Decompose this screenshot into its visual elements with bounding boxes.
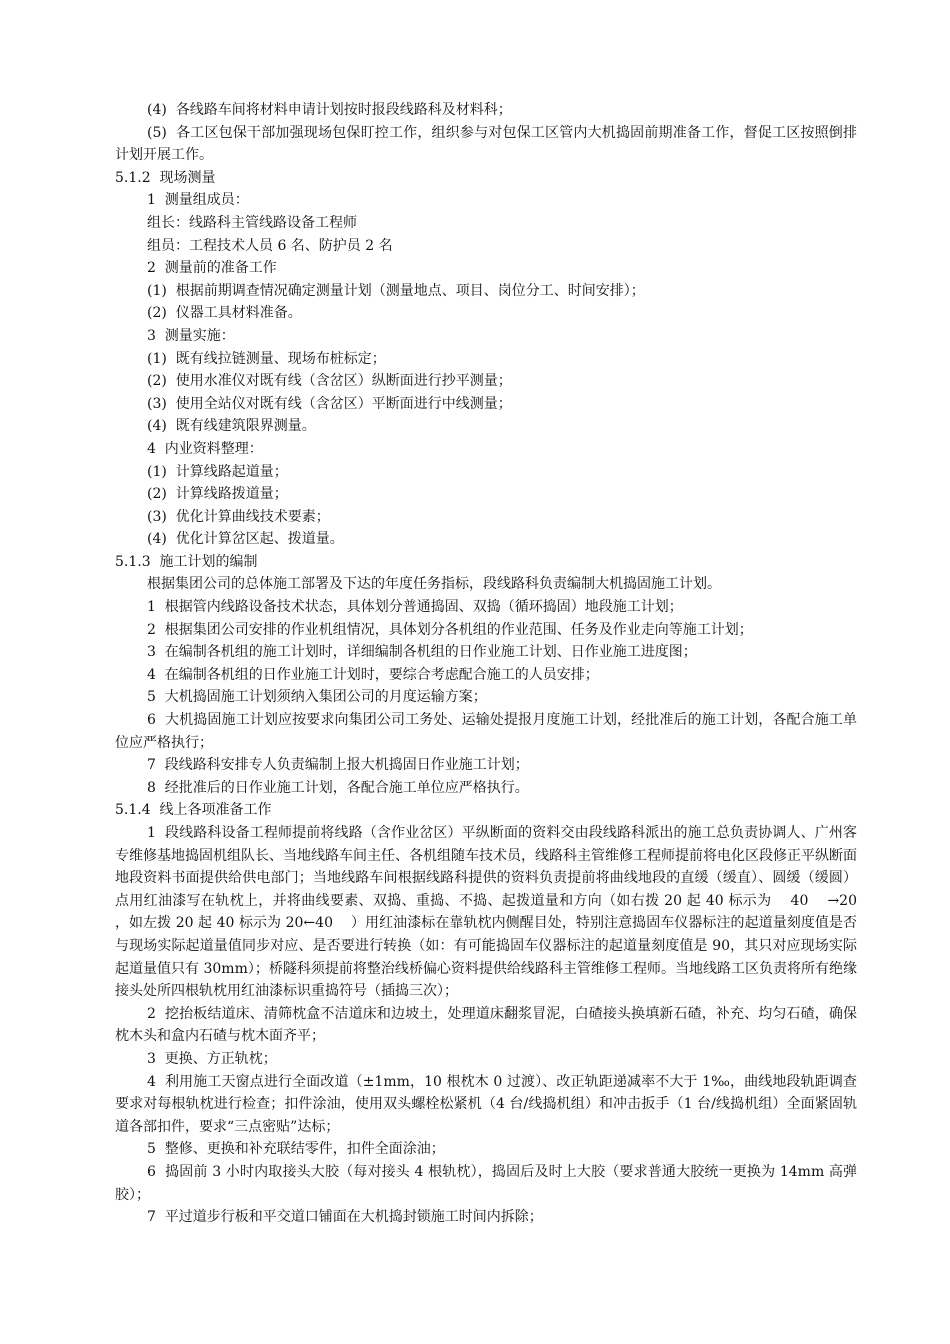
paragraph: 组长：线路科主管线路设备工程师 (147, 214, 357, 231)
paragraph: 5 整修、更换和补充联结零件，扣件全面涂油； (147, 1141, 445, 1158)
paragraph: (4) 优化计算岔区起、拨道量。 (147, 531, 344, 548)
section-heading: 5.1.2 现场测量 (115, 169, 216, 186)
paragraph: 5 大机捣固施工计划须纳入集团公司的月度运输方案； (147, 689, 487, 706)
paragraph: 4 内业资料整理： (147, 440, 263, 457)
paragraph: 3 在编制各机组的施工计划时，详细编制各机组的日作业施工计划、日作业施工进度图； (147, 644, 697, 661)
paragraph: (2) 仪器工具材料准备。 (147, 305, 302, 322)
paragraph: 7 平过道步行板和平交道口铺面在大机捣封锁施工时间内拆除； (147, 1209, 543, 1226)
paragraph: 7 段线路科安排专人负责编制上报大机捣固日作业施工计划； (147, 757, 529, 774)
paragraph: (2) 使用水准仪对既有线（含岔区）纵断面进行抄平测量； (147, 373, 512, 390)
paragraph: 3 更换、方正轨枕； (147, 1050, 277, 1067)
paragraph: 6 大机捣固施工计划应按要求向集团公司工务处、运输处提报月度施工计划，经批准后的施工计划，各配合施工单位应严格执行； (115, 712, 857, 751)
paragraph: (2) 计算线路拨道量； (147, 486, 288, 503)
paragraph: 2 挖抬板结道床、清筛枕盒不洁道床和边坡土，处理道床翻浆冒泥，白碴接头换填新石碴，补充、均匀石碴，确保枕木头和盒内石碴与枕木面齐平； (115, 1005, 857, 1045)
paragraph: 根据集团公司的总体施工部署及下达的年度任务指标，段线路科负责编制大机捣固施工计划。 (147, 576, 721, 593)
paragraph: (4) 各线路车间将材料申请计划按时报段线路科及材料科； (147, 102, 512, 118)
paragraph: (3) 使用全站仪对既有线（含岔区）平断面进行中线测量； (147, 395, 512, 412)
paragraph: 组员：工程技术人员 6 名、防护员 2 名 (147, 237, 393, 254)
paragraph: (1) 根据前期调查情况确定测量计划（测量地点、项目、岗位分工、时间安排）； (147, 282, 645, 299)
paragraph: 1 段线路科设备工程师提前将线路（含作业岔区）平纵断面的资料交由段线路科派出的施工总负责协调人、广州客专维修基地捣固机组队长、当地线路车间主任、各机组随车技术员，线路科主管维修工程师提前将电化区段修正平纵断面地段资料书面提供给供电部门；当地线路车间根据线路科提供的资料负责提前将曲线地段的直缓（缓直）、圆缓（缓圆）点用红油漆写在轨枕上，并将曲线要素、双捣、重捣、不捣、起拨道量和方向（如右拨 20 起 40 标示为 40 →20 ，如左拨 20 起 40 标示为 20←40 ）用红油漆标在靠轨枕内侧醒目处，特别注意捣固车仪器标注的起道量刻度值是否与现场实际起道量值同步对应、是否要进行转换（如：有可能捣固车仪器标注的起道量刻度值是 90，其只对应现场实际起道量值只有 30mm）；桥隧科须提前将整治线桥偏心资料提供给线路科主管维修工程师。当地线路工区负责将所有绝缘接头处所四根轨枕用红油漆标识重捣符号（插捣三次）； (115, 825, 866, 1000)
paragraph: 1 测量组成员： (147, 192, 249, 209)
document-page (115, 99, 866, 1229)
paragraph: (3) 优化计算曲线技术要素； (147, 508, 330, 525)
paragraph: 1 根据管内线路设备技术状态，具体划分普通捣固、双捣（循环捣固）地段施工计划； (147, 599, 683, 616)
paragraph: 4 在编制各机组的日作业施工计划时，要综合考虑配合施工的人员安排； (147, 666, 599, 683)
section-heading: 5.1.3 施工计划的编制 (115, 553, 258, 570)
paragraph: 2 根据集团公司安排的作业机组情况，具体划分各机组的作业范围、任务及作业走向等施工计划； (147, 621, 753, 638)
paragraph: (4) 既有线建筑限界测量。 (147, 418, 316, 435)
paragraph: (5) 各工区包保干部加强现场包保盯控工作，组织参与对包保工区管内大机捣固前期准备工作，督促工区按照倒排计划开展工作。 (115, 124, 857, 164)
section-heading: 5.1.4 线上各项准备工作 (115, 802, 272, 819)
paragraph: 3 测量实施： (147, 327, 235, 344)
paragraph: (1) 既有线拉链测量、现场布桩标定； (147, 350, 386, 367)
paragraph: 2 测量前的准备工作 (147, 260, 277, 277)
paragraph: 8 经批准后的日作业施工计划，各配合施工单位应严格执行。 (147, 779, 529, 796)
paragraph: 6 捣固前 3 小时内取接头大胶（每对接头 4 根轨枕），捣固后及时上大胶（要求普通大胶统一更换为 14mm 高弹胶）； (115, 1163, 857, 1203)
paragraph: 4 利用施工天窗点进行全面改道（±1mm，10 根枕木 0 过渡）、改正轨距递减率不大于 1‰，曲线地段轨距调查要求对每根轨枕进行检查；扣件涂油，使用双头螺栓松紧机（4 台/线捣机组）和冲击扳手（1 台/线捣机组）全面紧固轨道各部扣件，要求“三点密贴”达标； (115, 1073, 857, 1135)
paragraph: (1) 计算线路起道量； (147, 463, 288, 480)
